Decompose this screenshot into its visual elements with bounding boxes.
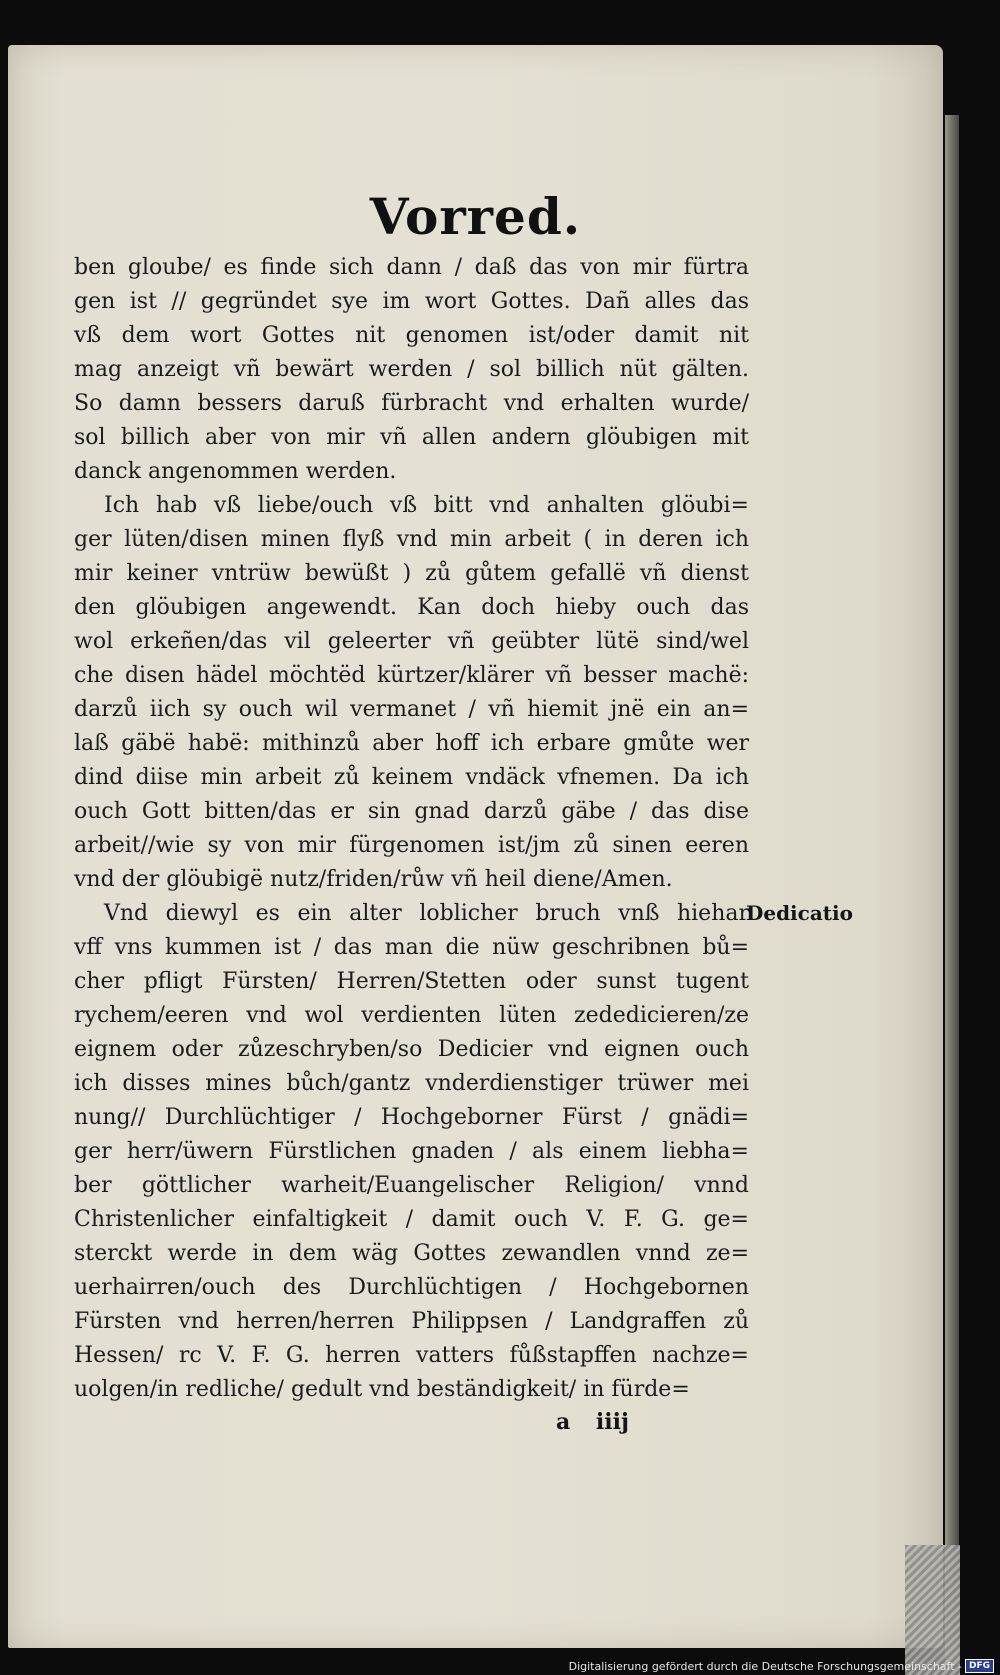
text-line: vnd der glöubigë nutz/friden/růw vñ heil diene/Amen.: [74, 867, 673, 892]
signature-mark: a iiij: [556, 1409, 629, 1435]
text-line: vff vns kummen ist / das man die nüw geschribnen bů=: [74, 935, 749, 960]
text-line: danck angenommen werden.: [74, 459, 397, 484]
text-line: wol erkeñen/das vil geleerter vñ geübter lütë sind/wel: [74, 629, 749, 654]
text-line: cher pfligt Fürsten/ Herren/Stetten oder sunst tugent: [74, 969, 749, 994]
text-line: arbeit//wie sy von mir fürgenomen ist/jm zů sinen eeren: [74, 833, 749, 858]
footer-credit-text: Digitalisierung gefördert durch die Deutsche Forschungsgemeinschaft -: [568, 1659, 962, 1673]
text-line: ger herr/üwern Fürstlichen gnaden / als einem liebha=: [74, 1139, 749, 1164]
text-line: ouch Gott bitten/das er sin gnad darzů gäbe / das dise: [74, 799, 749, 824]
text-line: Fürsten vnd herren/herren Philippsen / Landgraffen zů: [74, 1309, 749, 1334]
text-line: Hessen/ rc V. F. G. herren vatters fůßstapffen nachze=: [74, 1343, 749, 1368]
text-line: den glöubigen angewendt. Kan doch hieby ouch das: [74, 595, 749, 620]
page-edge-shadow: [945, 115, 959, 1665]
text-line: eignem oder zůzeschryben/so Dedicier vnd eignen ouch: [74, 1037, 749, 1062]
margin-note: Dedicatio: [746, 901, 853, 925]
text-line: che disen hädel möchtëd kürtzer/klärer vñ besser machë:: [74, 663, 749, 688]
text-line: rychem/eeren vnd wol verdienten lüten zededicieren/ze: [74, 1003, 749, 1028]
text-line: mag anzeigt vñ bewärt werden / sol billich nüt gälten.: [74, 357, 749, 382]
page-header: Vorred.: [369, 187, 582, 246]
text-line: nung// Durchlüchtiger / Hochgeborner Fürst / gnädi=: [74, 1105, 749, 1130]
text-line: sol billich aber von mir vñ allen andern glöubigen mit: [74, 425, 749, 450]
text-line: ich disses mines bůch/gantz vnderdienstiger trüwer mei: [74, 1071, 749, 1096]
text-line: laß gäbë habë: mithinzů aber hoff ich erbare gmůte wer: [74, 731, 749, 756]
text-line: mir keiner vntrüw bewüßt ) zů gůtem gefallë vñ dienst: [74, 561, 749, 586]
text-line: uerhairren/ouch des Durchlüchtigen / Hochgebornen: [74, 1275, 749, 1300]
book-page: [8, 45, 943, 1648]
text-line: darzů iich sy ouch wil vermanet / vñ hiemit jnë ein an=: [74, 697, 749, 722]
dfg-logo-icon: DFG: [965, 1659, 994, 1673]
body-text: [74, 251, 749, 1407]
text-line: Vnd diewyl es ein alter loblicher bruch vnß hiehar: [104, 901, 749, 926]
footer-credit: [569, 1659, 994, 1673]
text-line: vß dem wort Gottes nit genomen ist/oder damit nit: [74, 323, 749, 348]
text-line: sterckt werde in dem wäg Gottes zewandlen vnnd ze=: [74, 1241, 749, 1266]
text-line: ber göttlicher warheit/Euangelischer Religion/ vnnd: [74, 1173, 749, 1198]
text-line: gen ist // gegründet sye im wort Gottes. Dañ alles das: [74, 289, 749, 314]
bookmark-ribbon: [905, 1545, 960, 1675]
text-line: dind diise min arbeit zů keinem vndäck vfnemen. Da ich: [74, 765, 749, 790]
text-line: ger lüten/disen minen flyß vnd min arbeit ( in deren ich: [74, 527, 749, 552]
text-line: uolgen/in redliche/ gedult vnd beständigkeit/ in fürde=: [74, 1377, 690, 1402]
text-line: Christenlicher einfaltigkeit / damit ouch V. F. G. ge=: [74, 1207, 749, 1232]
text-line: ben gloube/ es finde sich dann / daß das von mir fürtra: [74, 255, 749, 280]
text-line: Ich hab vß liebe/ouch vß bitt vnd anhalten glöubi=: [104, 493, 749, 518]
text-line: So damn bessers daruß fürbracht vnd erhalten wurde/: [74, 391, 749, 416]
